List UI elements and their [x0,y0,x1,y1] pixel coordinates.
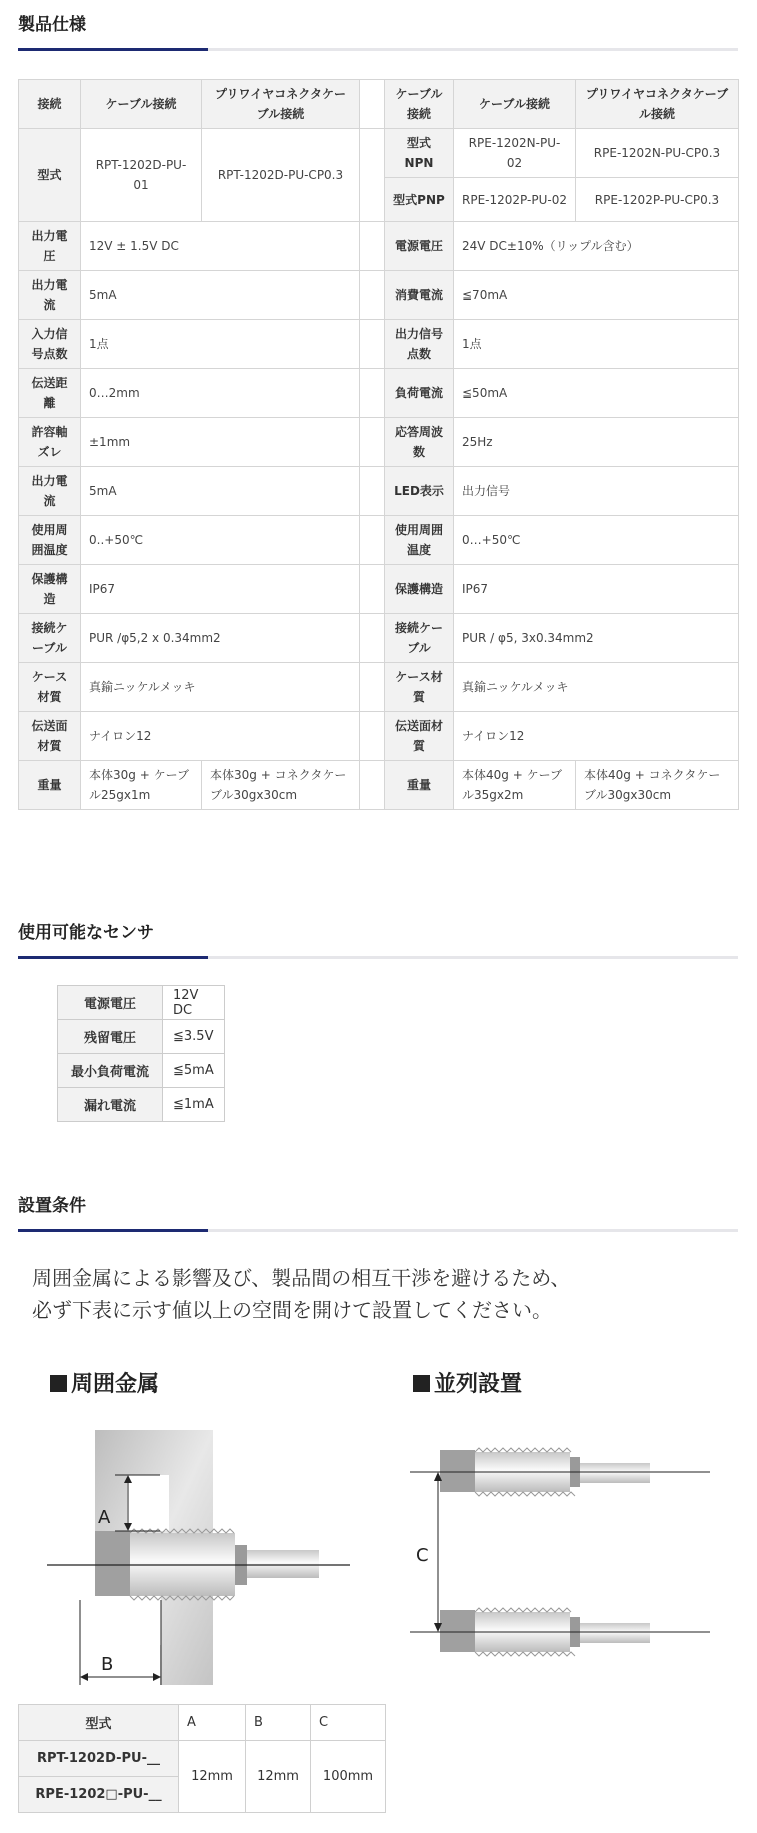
spec-left-row-value: 真鍮ニッケルメッキ [81,663,360,712]
spec-right-row-value: ナイロン12 [454,712,739,761]
spec-right-row-label: 出力信号点数 [385,320,454,369]
spec-right-row-value: 25Hz [454,418,739,467]
dim-b-label: B [101,1654,114,1675]
spec-row [19,516,739,565]
spec-left-model-label: 型式 [19,129,81,222]
spec-row [19,222,739,271]
spec-left-header-label: 接続 [19,80,81,129]
sensor-row-value: ≦3.5V [163,1020,225,1054]
spec-left-row-label: 許容軸ズレ [19,418,81,467]
dim-a-label: A [98,1507,111,1528]
sensor-row-label: 残留電圧 [58,1020,163,1054]
spec-left-row-label: 接続ケーブル [19,614,81,663]
spec-right-row-label: LED表示 [385,467,454,516]
sensor-row-label: 最小負荷電流 [58,1054,163,1088]
spec-right-row-label: 使用周囲温度 [385,516,454,565]
spec-left-row-label: 伝送面材質 [19,712,81,761]
sensor-row-value: 12V DC [163,986,225,1020]
spec-row [19,565,739,614]
fig2-label: 並列設置 [413,1367,522,1398]
spec-left-row-value: 1点 [81,320,360,369]
spec-left-row-value: IP67 [81,565,360,614]
parallel-install-diagram [410,1425,730,1695]
spec-table [18,79,739,810]
spec-gap-cell [360,761,385,810]
sensor-row [58,1020,225,1054]
lower-sensor [410,1608,710,1656]
spec-model-row [19,129,739,178]
sensor-row-value: ≦1mA [163,1088,225,1122]
spec-left-row-value: ナイロン12 [81,712,360,761]
spec-right-npn-label: 型式NPN [385,129,454,178]
spec-right-row-label: 負荷電流 [385,369,454,418]
dim-header-c: C [311,1705,386,1741]
spec-left-row-label: ケース材質 [19,663,81,712]
spec-left-row-value: 5mA [81,271,360,320]
spec-gap-cell [360,565,385,614]
upper-sensor [410,1448,710,1496]
spec-left-weight-col2: 本体30g + コネクタケーブル30gx30cm [202,761,360,810]
install-dimension-table [18,1704,386,1813]
dim-header-b: B [246,1705,311,1741]
dim-header-model: 型式 [19,1705,179,1741]
spec-left-row-value: 5mA [81,467,360,516]
spec-right-row-value: IP67 [454,565,739,614]
spec-weight-row [19,761,739,810]
square-bullet-icon [50,1375,67,1392]
spec-gap-cell [360,129,385,222]
spec-row [19,712,739,761]
surrounding-metal-diagram [45,1425,365,1695]
sensor-table [57,985,225,1122]
spec-left-row-value: PUR /φ5,2 x 0.34mm2 [81,614,360,663]
sensor-face [95,1531,130,1596]
sensor-section-title: 使用可能なセンサ [18,923,154,943]
spec-gap-cell [360,271,385,320]
spec-gap-cell [360,222,385,271]
spec-right-pnp-label: 型式PNP [385,178,454,222]
spec-left-row-label: 使用周囲温度 [19,516,81,565]
spec-right-npn-col2: RPE-1202N-PU-CP0.3 [576,129,739,178]
spec-right-row-label: 消費電流 [385,271,454,320]
dim-header-a: A [179,1705,246,1741]
spec-right-row-value: ≦50mA [454,369,739,418]
sensor-section-rule [18,956,738,959]
spec-left-weight-label: 重量 [19,761,81,810]
spec-left-row-label: 出力電流 [19,271,81,320]
spec-row [19,320,739,369]
spec-row [19,369,739,418]
dim-header-row [19,1705,386,1741]
spec-right-row-value: ≦70mA [454,271,739,320]
spec-right-row-value: 真鍮ニッケルメッキ [454,663,739,712]
fig1-label: 周囲金属 [50,1367,159,1398]
spec-left-row-value: 12V ± 1.5V DC [81,222,360,271]
spec-left-row-label: 入力信号点数 [19,320,81,369]
spec-right-header-col1: ケーブル接続 [454,80,576,129]
spec-left-weight-col1: 本体30g + ケーブル25gx1m [81,761,202,810]
spec-left-row-label: 出力電圧 [19,222,81,271]
spec-left-row-label: 出力電流 [19,467,81,516]
spec-right-row-label: 接続ケーブル [385,614,454,663]
spec-right-row-label: ケース材質 [385,663,454,712]
spec-left-model-col2: RPT-1202D-PU-CP0.3 [202,129,360,222]
sensor-row-label: 電源電圧 [58,986,163,1020]
spec-right-row-label: 応答周波数 [385,418,454,467]
spec-row [19,663,739,712]
spec-row [19,418,739,467]
dim-c-label: C [416,1545,429,1566]
spec-section-title: 製品仕様 [18,15,86,35]
spec-gap-cell [360,614,385,663]
spec-gap-cell [360,516,385,565]
spec-header-row [19,80,739,129]
dim-model-2: RPE-1202□-PU-__ [19,1777,179,1813]
spec-section-rule [18,48,738,51]
spec-row [19,467,739,516]
spec-gap-cell [360,712,385,761]
spec-right-row-value: 出力信号 [454,467,739,516]
spec-gap-cell [360,418,385,467]
spec-right-row-value: 24V DC±10%（リップル含む） [454,222,739,271]
spec-right-row-value: 1点 [454,320,739,369]
spec-gap-cell [360,369,385,418]
dim-value-c: 100mm [311,1741,386,1813]
spec-right-header-col2: プリワイヤコネクタケーブル接続 [576,80,739,129]
install-note-line2: 必ず下表に示す値以上の空間を開けて設置してください。 [32,1298,552,1322]
spec-right-weight-label: 重量 [385,761,454,810]
spec-left-row-value: 0…2mm [81,369,360,418]
spec-right-pnp-col1: RPE-1202P-PU-02 [454,178,576,222]
spec-row [19,271,739,320]
spec-right-row-value: 0…+50℃ [454,516,739,565]
spec-rows [19,222,739,761]
sensor-row [58,1088,225,1122]
sensor-row-value: ≦5mA [163,1054,225,1088]
spec-left-model-col1: RPT-1202D-PU-01 [81,129,202,222]
sensor-row [58,1054,225,1088]
spec-right-npn-col1: RPE-1202N-PU-02 [454,129,576,178]
spec-right-row-label: 保護構造 [385,565,454,614]
spec-left-header-col1: ケーブル接続 [81,80,202,129]
sensor-row [58,986,225,1020]
spec-gap-cell [360,320,385,369]
spec-left-row-value: ±1mm [81,418,360,467]
spec-left-row-label: 保護構造 [19,565,81,614]
dim-value-b: 12mm [246,1741,311,1813]
spec-left-header-col2: プリワイヤコネクタケーブル接続 [202,80,360,129]
spec-right-row-label: 電源電圧 [385,222,454,271]
spec-right-row-label: 伝送面材質 [385,712,454,761]
install-note-line1: 周囲金属による影響及び、製品間の相互干渉を避けるため、 [32,1266,571,1290]
spec-left-row-label: 伝送距離 [19,369,81,418]
install-note [32,1262,570,1326]
dim-value-a: 12mm [179,1741,246,1813]
spec-right-weight-col2: 本体40g + コネクタケーブル30gx30cm [576,761,739,810]
sensor-row-label: 漏れ電流 [58,1088,163,1122]
spec-row [19,614,739,663]
square-bullet-icon [413,1375,430,1392]
dim-model-1: RPT-1202D-PU-__ [19,1741,179,1777]
spec-left-row-value: 0..+50℃ [81,516,360,565]
spec-right-row-value: PUR / φ5, 3x0.34mm2 [454,614,739,663]
spec-gap-cell [360,467,385,516]
spec-right-pnp-col2: RPE-1202P-PU-CP0.3 [576,178,739,222]
spec-gap-cell [360,663,385,712]
spec-right-weight-col1: 本体40g + ケーブル35gx2m [454,761,576,810]
sensor-cable [247,1550,319,1578]
install-section-rule [18,1229,738,1232]
spec-gap-cell [360,80,385,129]
spec-right-header-label: ケーブル接続 [385,80,454,129]
dim-row [19,1741,386,1777]
install-section-title: 設置条件 [18,1196,86,1216]
